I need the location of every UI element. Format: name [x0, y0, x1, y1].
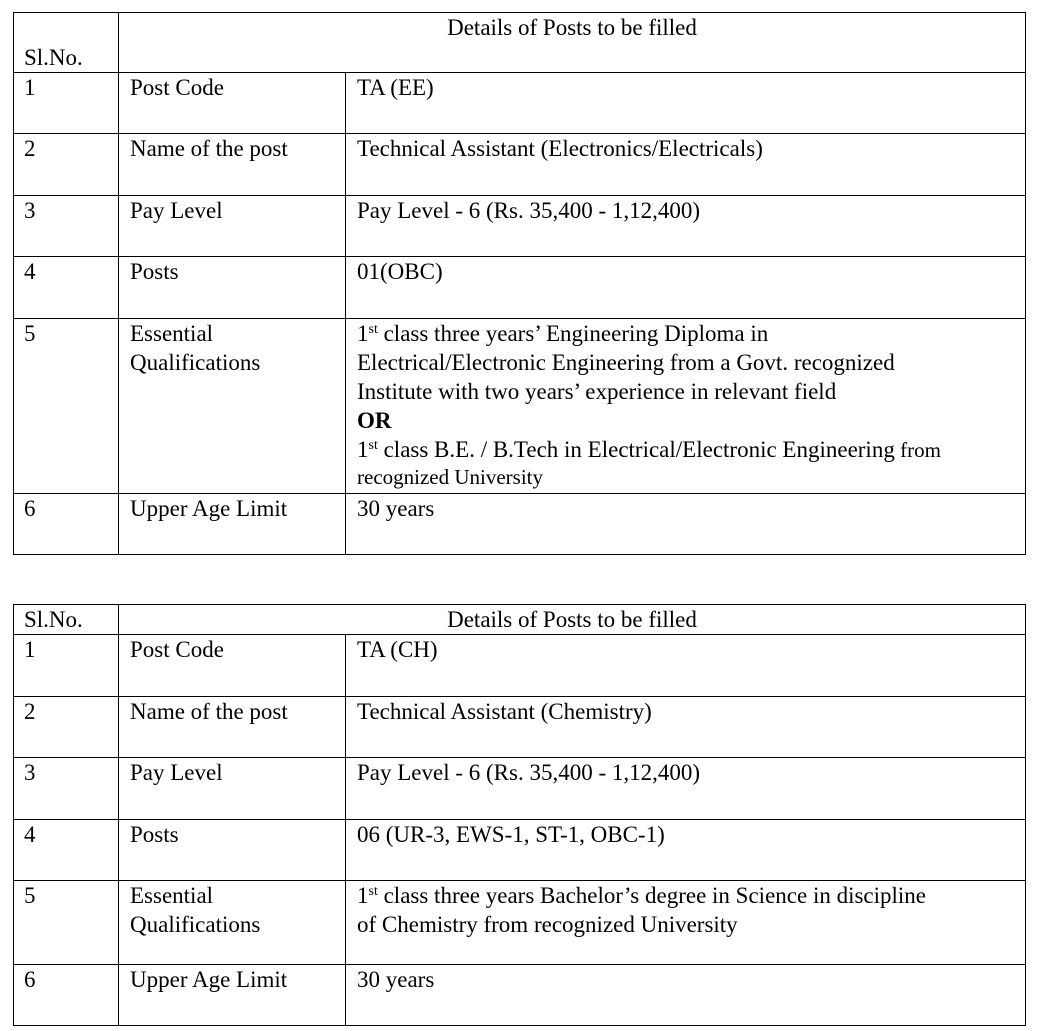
qualification-text-tail: from	[894, 438, 941, 462]
qualification-text: class B.E. / B.Tech in Electrical/Electronic Engineering	[377, 437, 895, 462]
qualification-line: Institute with two years’ experience in relevant field	[357, 379, 837, 404]
row-sl: 3	[14, 196, 119, 257]
qualification-text: class three years Bachelor’s degree in Science in discipline	[377, 883, 927, 908]
table-row	[14, 257, 1026, 319]
row-value: TA (CH)	[346, 635, 1026, 697]
table-row	[14, 965, 1026, 1026]
table-row	[14, 881, 1026, 965]
table-row	[14, 758, 1026, 820]
row-value: 01(OBC)	[346, 257, 1026, 319]
ordinal-number: 1	[357, 437, 369, 462]
row-sl: 1	[14, 73, 119, 134]
sl-no-header: Sl.No.	[14, 13, 119, 73]
details-header: Details of Posts to be filled	[119, 605, 1026, 635]
qualification-line	[357, 435, 1025, 465]
qualification-line	[357, 881, 1025, 910]
qualifications-value	[346, 319, 1026, 494]
row-value: Pay Level - 6 (Rs. 35,400 - 1,12,400)	[346, 758, 1026, 820]
qualification-line	[357, 319, 1025, 348]
qualifications-value	[346, 881, 1026, 965]
row-key: Post Code	[119, 635, 346, 697]
row-key: Name of the post	[119, 697, 346, 758]
key-line: Qualifications	[130, 350, 261, 375]
qualification-text: class three years’ Engineering Diploma in	[377, 321, 769, 346]
row-value: Technical Assistant (Chemistry)	[346, 697, 1026, 758]
row-key: Posts	[119, 820, 346, 881]
row-value: Pay Level - 6 (Rs. 35,400 - 1,12,400)	[346, 196, 1026, 257]
row-sl: 6	[14, 965, 119, 1026]
table-row	[14, 820, 1026, 881]
table-header-row	[14, 605, 1026, 635]
row-sl: 4	[14, 820, 119, 881]
ordinal-number: 1	[357, 883, 369, 908]
posts-table-ta-ee	[13, 12, 1026, 555]
table-row	[14, 196, 1026, 257]
row-key: Name of the post	[119, 134, 346, 196]
row-sl: 2	[14, 697, 119, 758]
table-header-row	[14, 13, 1026, 73]
key-line: Essential	[130, 321, 214, 346]
row-sl: 1	[14, 635, 119, 697]
table-row	[14, 134, 1026, 196]
table-row	[14, 319, 1026, 494]
row-value: 06 (UR-3, EWS-1, ST-1, OBC-1)	[346, 820, 1026, 881]
ordinal-number: 1	[357, 321, 369, 346]
table-row	[14, 494, 1026, 555]
row-key	[119, 881, 346, 965]
row-key: Upper Age Limit	[119, 965, 346, 1026]
row-sl: 5	[14, 881, 119, 965]
ordinal-suffix: st	[368, 438, 378, 453]
row-sl: 5	[14, 319, 119, 494]
table-row	[14, 697, 1026, 758]
ordinal-suffix: st	[368, 884, 378, 899]
table-row	[14, 635, 1026, 697]
row-value: 30 years	[346, 494, 1026, 555]
key-line: Essential	[130, 883, 214, 908]
row-key: Posts	[119, 257, 346, 319]
row-key: Post Code	[119, 73, 346, 134]
row-key: Pay Level	[119, 758, 346, 820]
row-sl: 6	[14, 494, 119, 555]
row-value: Technical Assistant (Electronics/Electricals)	[346, 134, 1026, 196]
row-sl: 2	[14, 134, 119, 196]
qualification-line: Electrical/Electronic Engineering from a Govt. recognized	[357, 350, 895, 375]
row-key: Upper Age Limit	[119, 494, 346, 555]
row-key: Pay Level	[119, 196, 346, 257]
row-sl: 3	[14, 758, 119, 820]
ordinal-suffix: st	[368, 322, 378, 337]
row-sl: 4	[14, 257, 119, 319]
or-separator: OR	[357, 408, 392, 433]
row-key	[119, 319, 346, 494]
details-header: Details of Posts to be filled	[119, 13, 1026, 73]
qualification-line: of Chemistry from recognized University	[357, 912, 738, 937]
table-row	[14, 73, 1026, 134]
row-value: TA (EE)	[346, 73, 1026, 134]
row-value: 30 years	[346, 965, 1026, 1026]
sl-no-header: Sl.No.	[14, 605, 119, 635]
qualification-line: recognized University	[357, 465, 544, 489]
posts-table-ta-ch	[13, 604, 1026, 1026]
key-line: Qualifications	[130, 912, 261, 937]
